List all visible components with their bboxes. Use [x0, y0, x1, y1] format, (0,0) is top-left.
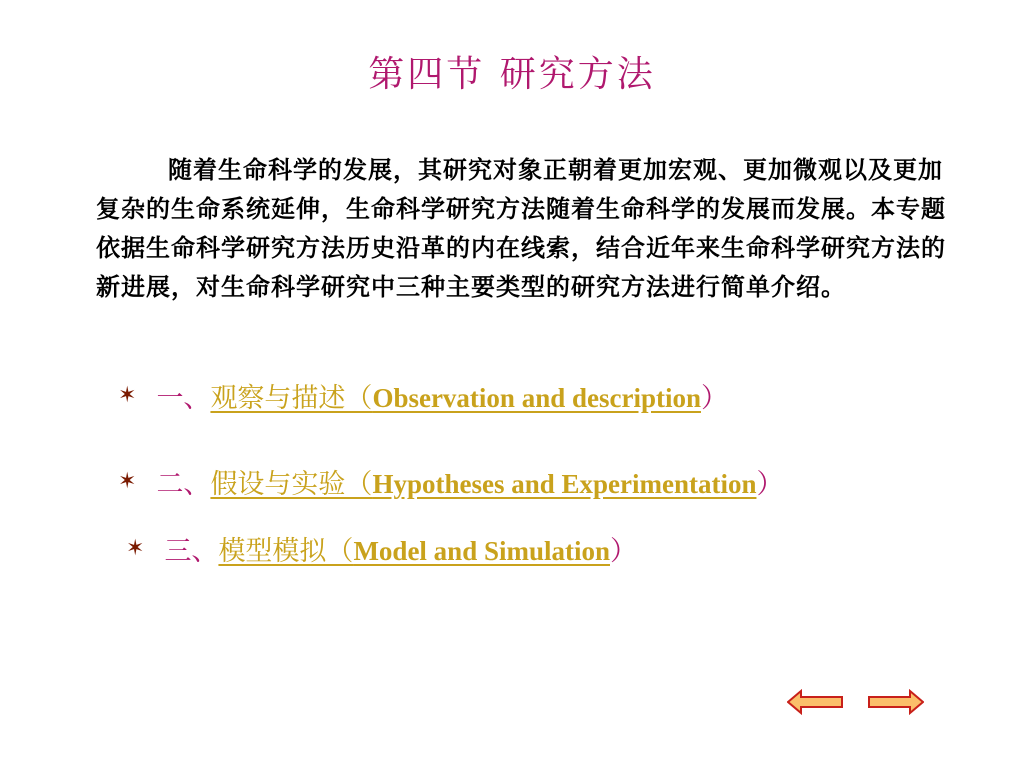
model-link[interactable]: [218, 529, 610, 568]
link-chinese-text: 观察与描述（: [210, 383, 373, 414]
star-bullet-icon: ✶: [118, 469, 137, 494]
right-arrow-icon: [868, 689, 924, 715]
section-item-model: [126, 529, 637, 568]
item-number: 一、: [156, 383, 211, 414]
link-english-text: Hypotheses and Experimentation: [372, 469, 757, 499]
closing-paren: ）: [700, 383, 728, 414]
link-chinese-text: 模型模拟（: [218, 536, 354, 567]
observation-link[interactable]: [210, 376, 701, 415]
page-title: 第四节 研究方法: [368, 54, 656, 95]
star-bullet-icon: ✶: [118, 383, 137, 408]
next-slide-button[interactable]: [868, 689, 924, 715]
section-item-observation: [118, 376, 728, 415]
item-number: 三、: [164, 536, 219, 567]
left-arrow-icon: [787, 689, 843, 715]
prev-slide-button[interactable]: [787, 689, 843, 715]
link-english-text: Model and Simulation: [353, 536, 610, 566]
hypotheses-link[interactable]: [210, 462, 756, 501]
closing-paren: ）: [756, 469, 784, 500]
item-number: 二、: [156, 469, 211, 500]
intro-paragraph: 随着生命科学的发展，其研究对象正朝着更加宏观、更加微观以及更加复杂的生命系统延伸，生命科学研究方法随着生命科学的发展而发展。本专题依据生命科学研究方法历史沿革的内在线索，结合近年来生命科学研究方法的新进展，对生命科学研究中三种主要类型的研究方法进行简单介绍。: [96, 155, 946, 301]
link-english-text: Observation and description: [372, 383, 701, 413]
closing-paren: ）: [610, 536, 637, 567]
link-chinese-text: 假设与实验（: [210, 469, 373, 500]
star-bullet-icon: ✶: [126, 536, 145, 561]
section-item-hypotheses: [118, 462, 783, 501]
